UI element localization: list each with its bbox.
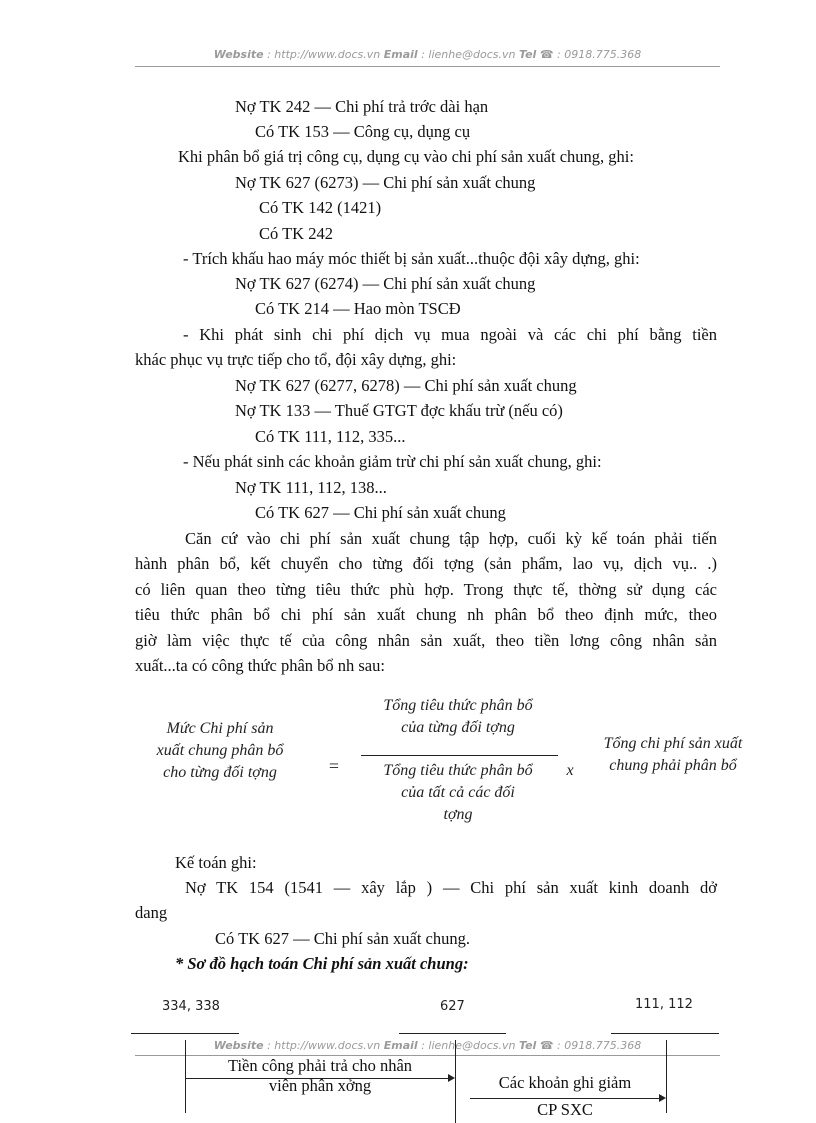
arrow-left-to-mid — [185, 1078, 448, 1079]
text-line: dang — [135, 903, 168, 922]
text-line: Có TK 627 — Chi phí sản xuất chung — [255, 503, 506, 522]
account-label-111-112: 111, 112 — [635, 997, 693, 1012]
email-label: Email — [383, 48, 418, 61]
left-entry-text — [190, 1056, 450, 1096]
phone-icon: ☎ — [539, 1039, 554, 1052]
text-line: tiêu thức phân bổ chi phí sản xuất chung nh phân bổ theo định mức, theo — [135, 605, 717, 624]
text-line: - Trích khấu hao máy móc thiết bị sản xuất...thuộc đội xây dựng, ghi: — [183, 249, 640, 268]
formula-times: x — [566, 762, 574, 779]
formula-right-line: Tổng chi phí sản xuất — [603, 735, 743, 752]
text-line: Nợ TK 111, 112, 138... — [235, 478, 387, 497]
formula-numerator-line: của từng đối tợng — [401, 719, 515, 736]
formula-left-line: xuất chung phân bổ — [156, 742, 284, 759]
phone-icon: ☎ — [539, 48, 554, 61]
t-account-left-stem — [185, 1040, 186, 1113]
website-label: Website — [213, 1039, 264, 1052]
text-line: Nợ TK 242 — Chi phí trả trớc dài hạn — [235, 97, 489, 116]
t-account-right-stem — [666, 1040, 667, 1113]
text-line: Nợ TK 627 (6277, 6278) — Chi phí sản xuất chung — [235, 376, 577, 395]
text-line: - Khi phát sinh chi phí dịch vụ mua ngoài và các chi phí bằng tiền — [183, 325, 717, 344]
t-account-top-mid — [399, 1033, 506, 1034]
text-line: Có TK 111, 112, 335... — [255, 427, 406, 446]
tel-value: : 0918.775.368 — [553, 1039, 642, 1052]
text-line: Nợ TK 154 (1541 — xây lắp ) — Chi phí sản xuất kinh doanh dở — [185, 878, 717, 897]
header-divider — [135, 66, 720, 67]
text-line: Nợ TK 627 (6274) — Chi phí sản xuất chung — [235, 274, 536, 293]
account-label-627: 627 — [440, 999, 465, 1014]
text-line: có liên quan theo từng tiêu thức phù hợp. Trong thực tế, thờng sử dụng các — [135, 580, 717, 599]
fraction-bar — [361, 755, 558, 756]
text-line: Có TK 142 (1421) — [259, 198, 382, 217]
email-value[interactable]: : lienhe@docs.vn — [417, 1039, 519, 1052]
left-entry-line: viên phân xởng — [268, 1076, 372, 1095]
formula-left-line: cho từng đối tợng — [163, 764, 277, 781]
arrow-mid-to-right — [470, 1098, 659, 1099]
text-line: Nợ TK 133 — Thuế GTGT đợc khấu trừ (nếu có) — [235, 401, 563, 420]
account-label-334-338: 334, 338 — [162, 999, 220, 1014]
text-line: hành phân bổ, kết chuyển cho từng đối tợng (sản phẩm, lao vụ, dịch vụ.. .) — [135, 554, 717, 573]
formula-denominator-line: tợng — [443, 806, 473, 823]
formula-right-line: chung phải phân bổ — [609, 757, 737, 774]
tel-value: : 0918.775.368 — [553, 48, 642, 61]
text-line: giờ làm việc thực tế của công nhân sản xuất, theo tiền lơng công nhân sản — [135, 631, 717, 650]
text-line: xuất...ta có công thức phân bổ nh sau: — [135, 656, 385, 675]
formula-left — [130, 718, 310, 784]
formula-denominator-line: Tổng tiêu thức phân bổ — [383, 762, 533, 779]
page-footer-header — [135, 1039, 720, 1052]
text-line: Nợ TK 627 (6273) — Chi phí sản xuất chung — [235, 173, 536, 192]
email-value[interactable]: : lienhe@docs.vn — [417, 48, 519, 61]
website-url[interactable]: : http://www.docs.vn — [263, 1039, 384, 1052]
t-account-mid-stem — [455, 1040, 456, 1123]
left-entry-line: Tiền công phải trả cho nhân — [227, 1056, 413, 1075]
tel-label: Tel — [518, 1039, 537, 1052]
formula-right — [582, 733, 764, 777]
formula-numerator — [358, 695, 558, 739]
text-line: Có TK 242 — [259, 224, 333, 243]
website-label: Website — [213, 48, 264, 61]
text-line: - Nếu phát sinh các khoản giảm trừ chi phí sản xuất chung, ghi: — [183, 452, 602, 471]
formula-equals: = — [328, 756, 340, 776]
text-line: Có TK 627 — Chi phí sản xuất chung. — [215, 929, 470, 948]
formula-denominator-line: của tất cả các đối — [401, 784, 515, 801]
right-entry-text-2: CP SXC — [537, 1100, 593, 1119]
text-line: khác phục vụ trực tiếp cho tổ, đội xây dựng, ghi: — [135, 350, 457, 369]
text-line: Căn cứ vào chi phí sản xuất chung tập hợp, cuối kỳ kế toán phải tiến — [185, 529, 717, 548]
section-heading: * Sơ đồ hạch toán Chi phí sản xuất chung: — [175, 954, 469, 973]
page-header — [135, 48, 720, 61]
text-line: Có TK 153 — Công cụ, dụng cụ — [255, 122, 471, 141]
formula-left-line: Mức Chi phí sản — [166, 720, 274, 737]
right-entry-line: Các khoản ghi giảm — [498, 1073, 632, 1092]
arrow-head-right-icon — [659, 1094, 666, 1102]
tel-label: Tel — [518, 48, 537, 61]
text-line: Khi phân bổ giá trị công cụ, dụng cụ vào chi phí sản xuất chung, ghi: — [178, 147, 634, 166]
formula-numerator-line: Tổng tiêu thức phân bổ — [383, 697, 533, 714]
website-url[interactable]: : http://www.docs.vn — [263, 48, 384, 61]
text-line: Kế toán ghi: — [175, 853, 257, 872]
text-line: Có TK 214 — Hao mòn TSCĐ — [255, 299, 461, 318]
arrow-head-right-icon — [448, 1074, 455, 1082]
right-entry-text — [470, 1073, 660, 1093]
t-account-top-left — [131, 1033, 239, 1034]
t-account-top-right — [611, 1033, 719, 1034]
formula-denominator — [358, 760, 558, 826]
email-label: Email — [383, 1039, 418, 1052]
